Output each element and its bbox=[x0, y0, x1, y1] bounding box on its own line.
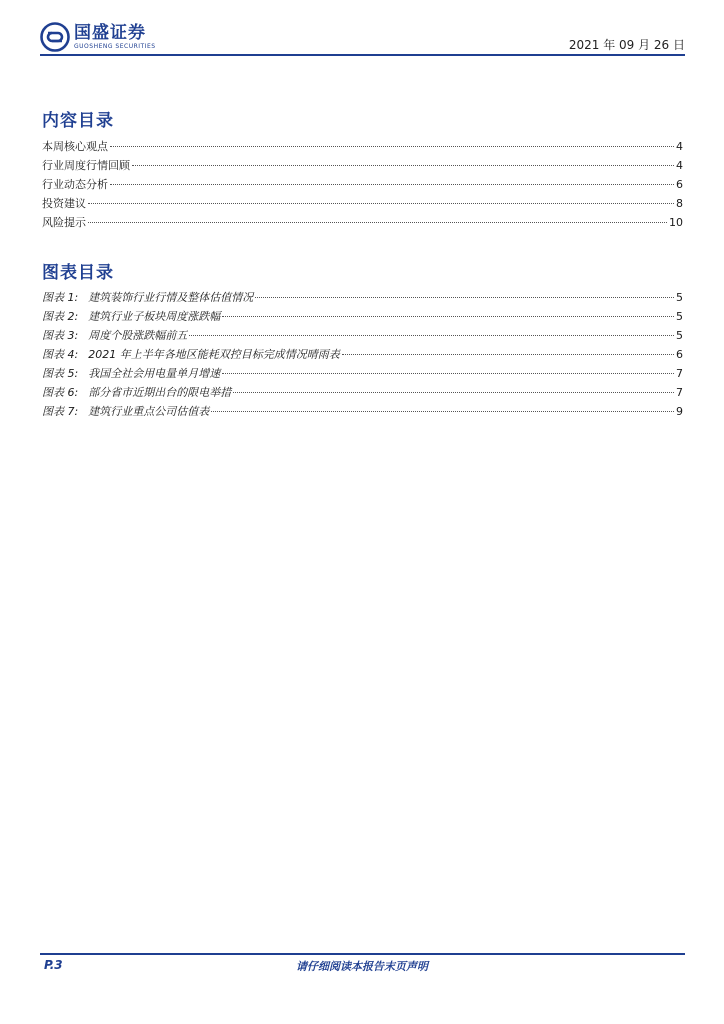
page-header bbox=[40, 20, 685, 56]
report-date: 2021 年 09 月 26 日 bbox=[568, 38, 685, 52]
figure-toc-entry[interactable] bbox=[42, 365, 683, 384]
footer-disclaimer: 请仔细阅读本报告末页声明 bbox=[296, 960, 428, 973]
toc-entry-label: 投资建议 bbox=[42, 197, 86, 210]
contents-list bbox=[42, 138, 683, 233]
contents-toc-entry[interactable] bbox=[42, 195, 683, 214]
toc-page-number: 5 bbox=[676, 310, 683, 323]
toc-entry-label: 本周核心观点 bbox=[42, 140, 108, 153]
toc-entry-label: 行业动态分析 bbox=[42, 178, 108, 191]
figure-toc-entry[interactable] bbox=[42, 327, 683, 346]
toc-entry-label bbox=[42, 308, 220, 324]
toc-leader-dots bbox=[255, 297, 674, 298]
toc-leader-dots bbox=[110, 184, 674, 185]
figure-toc-entry[interactable] bbox=[42, 289, 683, 308]
toc-page-number: 9 bbox=[676, 405, 683, 418]
toc-leader-dots bbox=[211, 411, 674, 412]
toc-page-number: 8 bbox=[676, 197, 683, 210]
figures-list bbox=[42, 289, 683, 422]
header-divider bbox=[40, 54, 685, 56]
figure-caption: 周度个股涨跌幅前五 bbox=[88, 329, 188, 342]
figures-title: 图表目录 bbox=[42, 263, 114, 283]
toc-page-number: 5 bbox=[676, 329, 683, 342]
toc-leader-dots bbox=[189, 335, 674, 336]
figure-toc-entry[interactable] bbox=[42, 346, 683, 365]
company-logo bbox=[40, 22, 156, 52]
toc-entry-label: 风险提示 bbox=[42, 216, 86, 229]
figure-caption: 部分省市近期出台的限电举措 bbox=[88, 386, 232, 399]
toc-page-number: 4 bbox=[676, 140, 683, 153]
figure-number: 图表 2: bbox=[42, 310, 79, 323]
toc-page-number: 6 bbox=[676, 178, 683, 191]
toc-leader-dots bbox=[222, 373, 674, 374]
toc-leader-dots bbox=[88, 203, 674, 204]
contents-toc-entry[interactable] bbox=[42, 214, 683, 233]
toc-entry-label bbox=[42, 289, 253, 305]
figure-number: 图表 7: bbox=[42, 405, 79, 418]
toc-page-number: 4 bbox=[676, 159, 683, 172]
toc-entry-label bbox=[42, 384, 231, 400]
toc-page-number: 5 bbox=[676, 291, 683, 304]
guosheng-logo-icon bbox=[40, 22, 70, 52]
figure-number: 图表 6: bbox=[42, 386, 79, 399]
figure-toc-entry[interactable] bbox=[42, 403, 683, 422]
toc-leader-dots bbox=[88, 222, 667, 223]
contents-toc-entry[interactable] bbox=[42, 157, 683, 176]
contents-title: 内容目录 bbox=[42, 111, 114, 131]
logo-chinese-name: 国盛证券 bbox=[74, 22, 146, 43]
contents-toc-entry[interactable] bbox=[42, 176, 683, 195]
figure-caption: 建筑行业重点公司估值表 bbox=[88, 405, 210, 418]
toc-page-number: 7 bbox=[676, 386, 683, 399]
figure-caption: 2021 年上半年各地区能耗双控目标完成情况晴雨表 bbox=[88, 348, 340, 361]
contents-toc-entry[interactable] bbox=[42, 138, 683, 157]
toc-entry-label: 行业周度行情回顾 bbox=[42, 159, 130, 172]
figure-caption: 建筑装饰行业行情及整体估值情况 bbox=[88, 291, 254, 304]
toc-leader-dots bbox=[132, 165, 674, 166]
figure-caption: 建筑行业子板块周度涨跌幅 bbox=[88, 310, 221, 323]
toc-entry-label bbox=[42, 346, 340, 362]
figure-toc-entry[interactable] bbox=[42, 384, 683, 403]
toc-leader-dots bbox=[110, 146, 674, 147]
figure-toc-entry[interactable] bbox=[42, 308, 683, 327]
toc-leader-dots bbox=[233, 392, 674, 393]
toc-entry-label bbox=[42, 403, 209, 419]
footer-divider bbox=[40, 953, 685, 955]
toc-leader-dots bbox=[222, 316, 674, 317]
toc-page-number: 10 bbox=[669, 216, 683, 229]
figure-number: 图表 5: bbox=[42, 367, 79, 380]
toc-page-number: 6 bbox=[676, 348, 683, 361]
page-number: P.3 bbox=[44, 958, 63, 972]
figure-caption: 我国全社会用电量单月增速 bbox=[88, 367, 221, 380]
figure-number: 图表 3: bbox=[42, 329, 79, 342]
toc-page-number: 7 bbox=[676, 367, 683, 380]
toc-entry-label bbox=[42, 365, 220, 381]
toc-leader-dots bbox=[342, 354, 674, 355]
figure-number: 图表 1: bbox=[42, 291, 79, 304]
logo-english-name: GUOSHENG SECURITIES bbox=[74, 42, 156, 50]
figure-number: 图表 4: bbox=[42, 348, 79, 361]
toc-entry-label bbox=[42, 327, 187, 343]
